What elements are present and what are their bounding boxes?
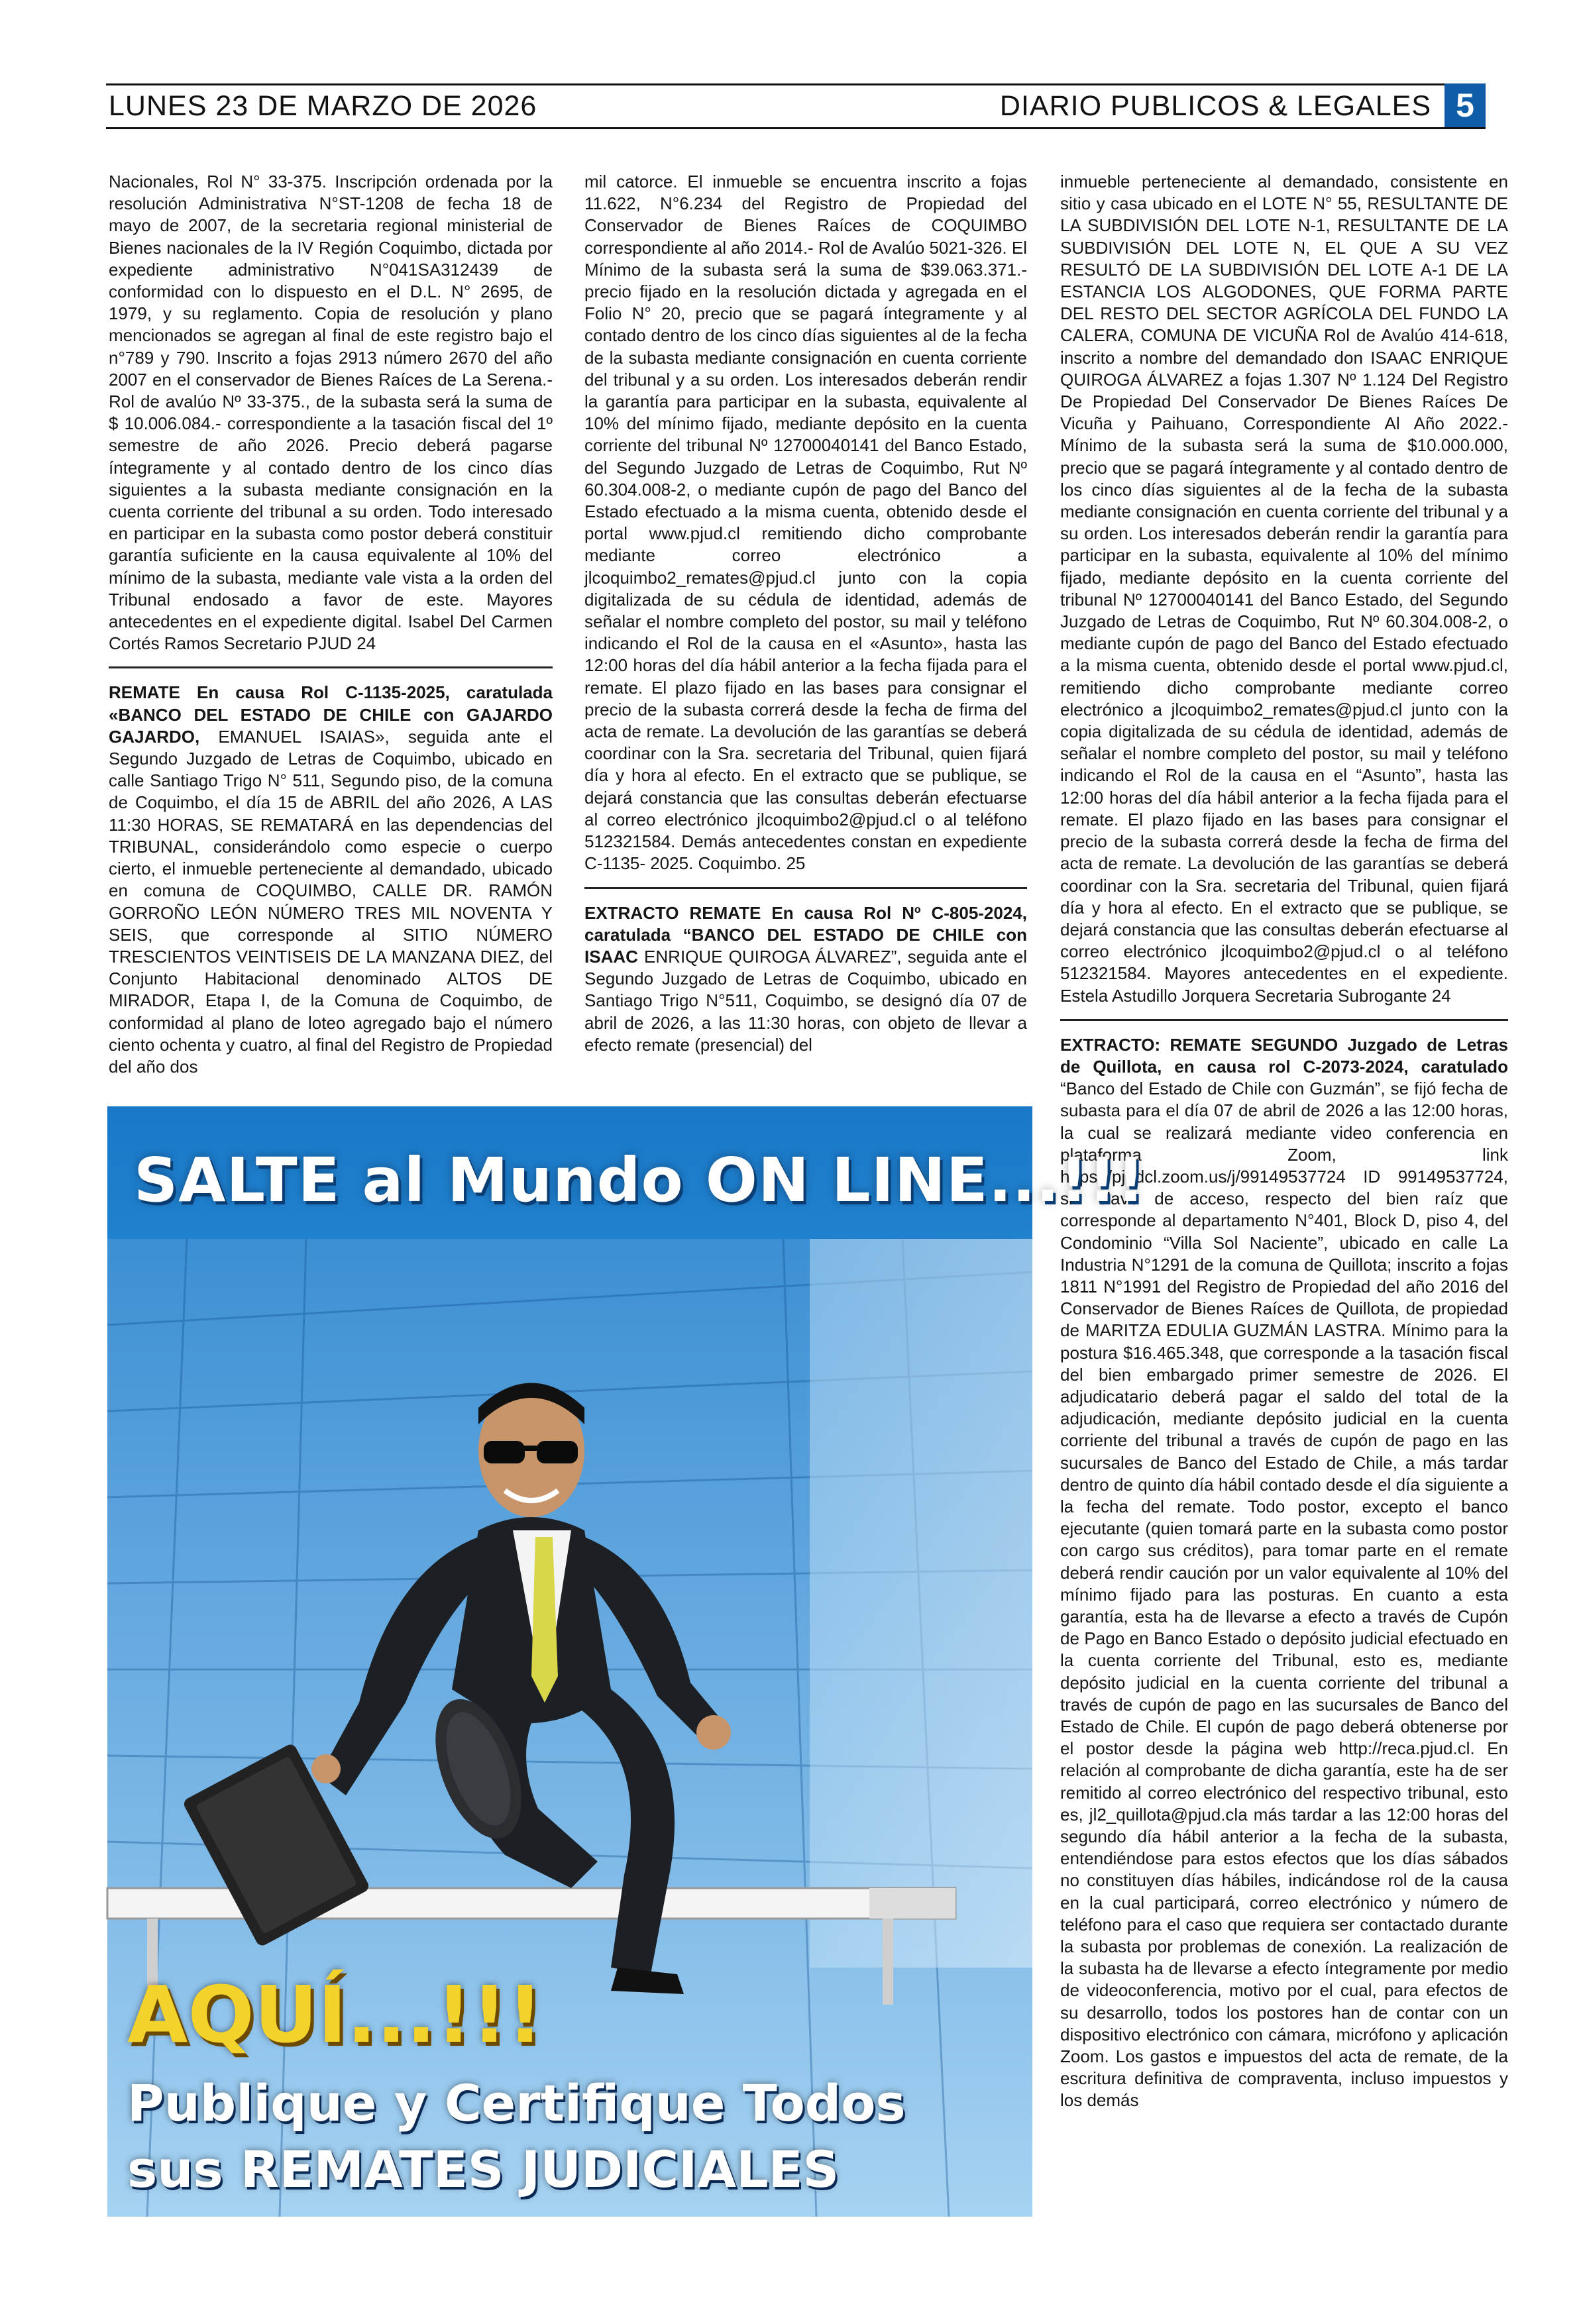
notice-divider [109, 666, 553, 668]
column-3 [1060, 171, 1508, 2299]
ad-tagline-line-1: Publique y Certifique Todos [127, 2074, 906, 2133]
page-header [106, 83, 1486, 127]
notice-body: ENRIQUE QUIROGA ÁLVAREZ”, seguida ante el Segundo Juzgado de Letras de Coquimbo, ubicado en Santiago Trigo N°511, Coquimbo, se designó día 07 de abril de 2026, a las 11:30 horas, con objeto de llevar a efecto remate (presencial) del [584, 946, 1027, 1055]
notice-continuation: mil catorce. El inmueble se encuentra inscrito a fojas 11.622, N°6.234 del Registro de Propiedad del Conservador de Bienes Raíces de COQUIMBO correspondiente al año 2014.- Rol de Avalúo 5021-326. El Mínimo de la subasta será la suma de $39.063.371.- precio fijado en la resolución dictada y agregada en el Folio N° 20, precio que se pagará íntegramente y al contado dentro de los cinco días siguientes al de la fecha de la subasta mediante consignación en cuenta corriente del tribunal y a su orden. Los interesados deberán rendir la garantía para participar en la subasta, equivalente al 10% del mínimo fijado, mediante depósito en la cuenta corriente del tribunal Nº 12700040141 del Banco Estado, del Segundo Juzgado de Letras de Coquimbo, Rut Nº 60.304.008-2, o mediante cupón de pago del Banco del Estado efectuado a la misma cuenta, obtenido desde el portal www.pjud.cl remitiendo dicho comprobante mediante correo electrónico a jlcoquimbo2_remates@pjud.cl junto con la copia digitalizada de su cédula de identidad, además de señalar el nombre completo del postor, su mail y teléfono indicando el Rol de la causa en el «Asunto», hasta las 12:00 horas del día hábil anterior a la fecha fijada para el remate. El plazo fijado en las bases para consignar el precio de la subasta correrá desde la fecha de firma del acta de remate. La devolución de las garantías se deberá coordinar con la Sra. secretaria del Tribunal, quien fijará día y hora al efecto. En el extracto que se publique, se dejará constancia que las consultas deberán efectuarse al correo electrónico jlcoquimbo2@pjud.cl o al teléfono 512321584. Demás antecedentes constan en expediente C-1135- 2025. Coquimbo. 25 [584, 172, 1027, 874]
notice-body: “Banco del Estado de Chile con Guzmán”, se fijó fecha de subasta para el día 07 de abril de 2026 a las 12:00 horas, la cual se realizará mediante video conferencia en plataforma Zoom, link https://pjudcl.zoom.us/j/99149537724 ID 99149537724, sin clave de acceso, respecto del bien raíz que corresponde al departamento N°401, Block D, piso 4, del Condominio “Villa Sol Naciente”, ubicado en calle La Industria N°1291 de la comuna de Quillota; inscrito a fojas 1811 N°1991 del Registro de Propiedad del año 2016 del Conservador de Bienes Raíces de Quillota, de propiedad de MARITZA EDULIA GUZMÁN LASTRA. Mínimo para la postura $16.465.348, que corresponde a la tasación fiscal del bien embargado primer semestre de 2026. El adjudicatario deberá pagar el saldo del total de la adjudicación, mediante depósito judicial en la cuenta corriente del tribunal a través de cupón de pago en las sucursales de Banco del Estado de Chile, a más tardar dentro de quinto día hábil contado desde el día siguiente a la fecha del remate. Todo postor, excepto el banco ejecutante (quien tomará parte en la subasta como postor con cargo sus créditos), para tomar parte en el remate deberá rendir caución por un valor equivalente al 10% del mínimo fijado para las posturas. En cuanto a esta garantía, esta ha de llevarse a efecto a través de Cupón de Pago en Banco Estado o depósito judicial efectuado en la cuenta corriente del Tribunal, esto es, mediante depósito judicial en la cuenta corriente del tribunal a través de cupón de pago en las sucursales de Banco del Estado de Chile. El cupón de pago deberá obtenerse por el postor desde la página web http://reca.pjud.cl. En relación al comprobante de dicha garantía, este ha de ser remitido al correo electrónico del respectivo tribunal, esto es, jl2_quillota@pjud.cla más tardar a las 12:00 horas del segundo día hábil anterior a la fecha de la subasta, entendiéndose para estos efectos que los días sábados no constituyen días hábiles, indicándose rol de la causa en la cual participará, correo electrónico y número de teléfono para el caso que requiera ser contactado durante la subasta por problemas de conexión. La realización de la subasta ha de llevarse a efecto íntegramente por medio de videoconferencia, motivo por el cual, para efectos de su desarrollo, todos los postores han de contar con un dispositivo electrónico con cámara, micrófono y aplicación Zoom. Los gastos e impuestos del acta de remate, de la escritura definitiva de compraventa, incluso impuestos y los demás [1060, 1079, 1508, 2111]
header-bottom-rule [106, 127, 1486, 129]
notice-lead: EXTRACTO: REMATE SEGUNDO Juzgado de Letras de Quillota, en causa rol C-2073-2024, caratulado [1060, 1034, 1508, 1077]
notice-continuation: inmueble perteneciente al demandado, consistente en sitio y casa ubicado en el LOTE N° 55, RESULTANTE DE LA SUBDIVISIÓN DEL LOTE N-1, RESULTANTE DE LA SUBDIVISIÓN DEL LOTE N, EL QUE A SU VEZ RESULTÓ DE LA SUBDIVISIÓN DEL LOTE A-1 DE LA ESTANCIA LOS ALGODONES, QUE FORMA PARTE DEL RESTO DEL SECTOR AGRÍCOLA DEL FUNDO LA CALERA, COMUNA DE VICUÑA Rol de Avalúo 414-618, inscrito a nombre del demandado don ISAAC ENRIQUE QUIROGA ÁLVAREZ a fojas 1.307 Nº 1.124 Del Registro De Propiedad Del Conservador De Bienes Raíces De Vicuña y Paihuano, Correspondiente Al Año 2022.- Mínimo de la subasta será la suma de $10.000.000, precio que se pagará íntegramente y al contado dentro de los cinco días siguientes al de la fecha de la subasta mediante consignación en cuenta corriente del tribunal y a su orden. Los interesados deberán rendir la garantía para participar en la subasta, equivalente al 10% del mínimo fijado, mediante depósito en la cuenta corriente del tribunal Nº 12700040141 del Banco Estado, del Segundo Juzgado de Letras de Coquimbo, Rut Nº 60.304.008-2, o mediante cupón de pago del Banco del Estado efectuado a la misma cuenta, obtenido desde el portal www.pjud.cl, remitiendo dicho comprobante mediante correo electrónico a jlcoquimbo2_remates@pjud.cl junto con la copia digitalizada de su cédula de identidad, además de señalar el nombre completo del postor, su mail y teléfono indicando el Rol de la causa en el “Asunto”, hasta las 12:00 horas del día hábil anterior a la fecha fijada para el remate. El plazo fijado en las bases para consignar el precio de la subasta correrá desde la fecha de firma del acta de remate. La devolución de las garantías se deberá coordinar con la Sra. secretaria del Tribunal, quien fijará día y hora al efecto. En el extracto que se publique, se dejará constancia que las consultas deberán efectuarse al correo electrónico jlcoquimbo2@pjud.cl o al teléfono 512321584. Mayores antecedentes en el expediente. Estela Astudillo Jorquera Secretaria Subrogante 24 [1060, 172, 1508, 1006]
page-number-badge: 5 [1445, 83, 1486, 127]
column-1 [109, 171, 553, 1079]
ad-tagline-line-2: sus REMATES JUDICIALES [127, 2140, 840, 2199]
notice-divider [584, 887, 1027, 889]
ad-aqui: AQUÍ...!!! [127, 1969, 543, 2060]
advertisement-banner [107, 1106, 1146, 2217]
header-top-rule [106, 83, 1486, 85]
publication-name: DIARIO PUBLICOS & LEGALES [999, 90, 1431, 122]
column-2 [584, 171, 1027, 1079]
issue-date: LUNES 23 DE MARZO DE 2026 [109, 90, 537, 122]
notice-remate-c1135 [109, 682, 553, 1078]
notice-lead: REMATE En causa Rol C-1135-2025, caratulada «BANCO DEL ESTADO DE CHILE con GAJARDO GAJARDO, [109, 682, 553, 747]
notice-extracto-c805 [584, 902, 1027, 1056]
notice-body: EMANUEL ISAIAS», seguida ante el Segundo Juzgado de Letras de Coquimbo, ubicado en calle Santiago Trigo N° 511, Segundo piso, de la comuna de Coquimbo, el día 15 de ABRIL del año 2026, A LAS 11:30 HORAS, SE REMATARÁ en las dependencias del TRIBUNAL, considerándolo como especie o cuerpo cierto, el inmueble perteneciente al demandado, ubicado en comuna de COQUIMBO, CALLE DR. RAMÓN GORROÑO LEÓN NÚMERO TRES MIL NOVENTA Y SEIS, que corresponde al SITIO NÚMERO TRESCIENTOS VEINTISEIS DE LA MANZANA DIEZ, del Conjunto Habitacional denominado ALTOS DE MIRADOR, Etapa I, de la Comuna de Coquimbo, de conformidad al plano de loteo agregado bajo el número ciento ochenta y cuatro, al final del Registro de Propiedad del año dos [109, 726, 553, 1077]
notice-continuation: Nacionales, Rol N° 33-375. Inscripción ordenada por la resolución Administrativa N°ST-1208 de fecha 18 de mayo de 2007, de la secretaria regional ministerial de Bienes nacionales de la IV Región Coquimbo, dictada por expediente administrativo N°041SA312439 de conformidad con lo dispuesto en el D.L. N° 2695, de 1979, y su reglamento. Copia de resolución y plano mencionados se agregan al final de este registro bajo el n°789 y 790. Inscrito a fojas 2913 número 2670 del año 2007 en el conservador de Bienes Raíces de La Serena.- Rol de avalúo Nº 33-375., de la subasta será la suma de $ 10.006.084.- correspondiente a la tasación fiscal del 1º semestre de año 2026. Precio deberá pagarse íntegramente y al contado dentro de los cinco días siguientes a la subasta mediante consignación en la cuenta corriente del tribunal a su orden. Todo interesado en participar en la subasta como postor deberá constituir garantía suficiente en la causa equivalente al 10% del mínimo de la subasta, mediante vale vista a la orden del Tribunal endosado a favor de este. Mayores antecedentes en el expediente digital. Isabel Del Carmen Cortés Ramos Secretario PJUD 24 [109, 172, 553, 654]
notice-divider [1060, 1019, 1508, 1021]
notice-lead: EXTRACTO REMATE En causa Rol Nº C-805-2024, caratulada “BANCO DEL ESTADO DE CHILE con ISAAC [584, 902, 1027, 967]
ad-headline: SALTE al Mundo ON LINE...!!! [134, 1145, 1146, 1216]
